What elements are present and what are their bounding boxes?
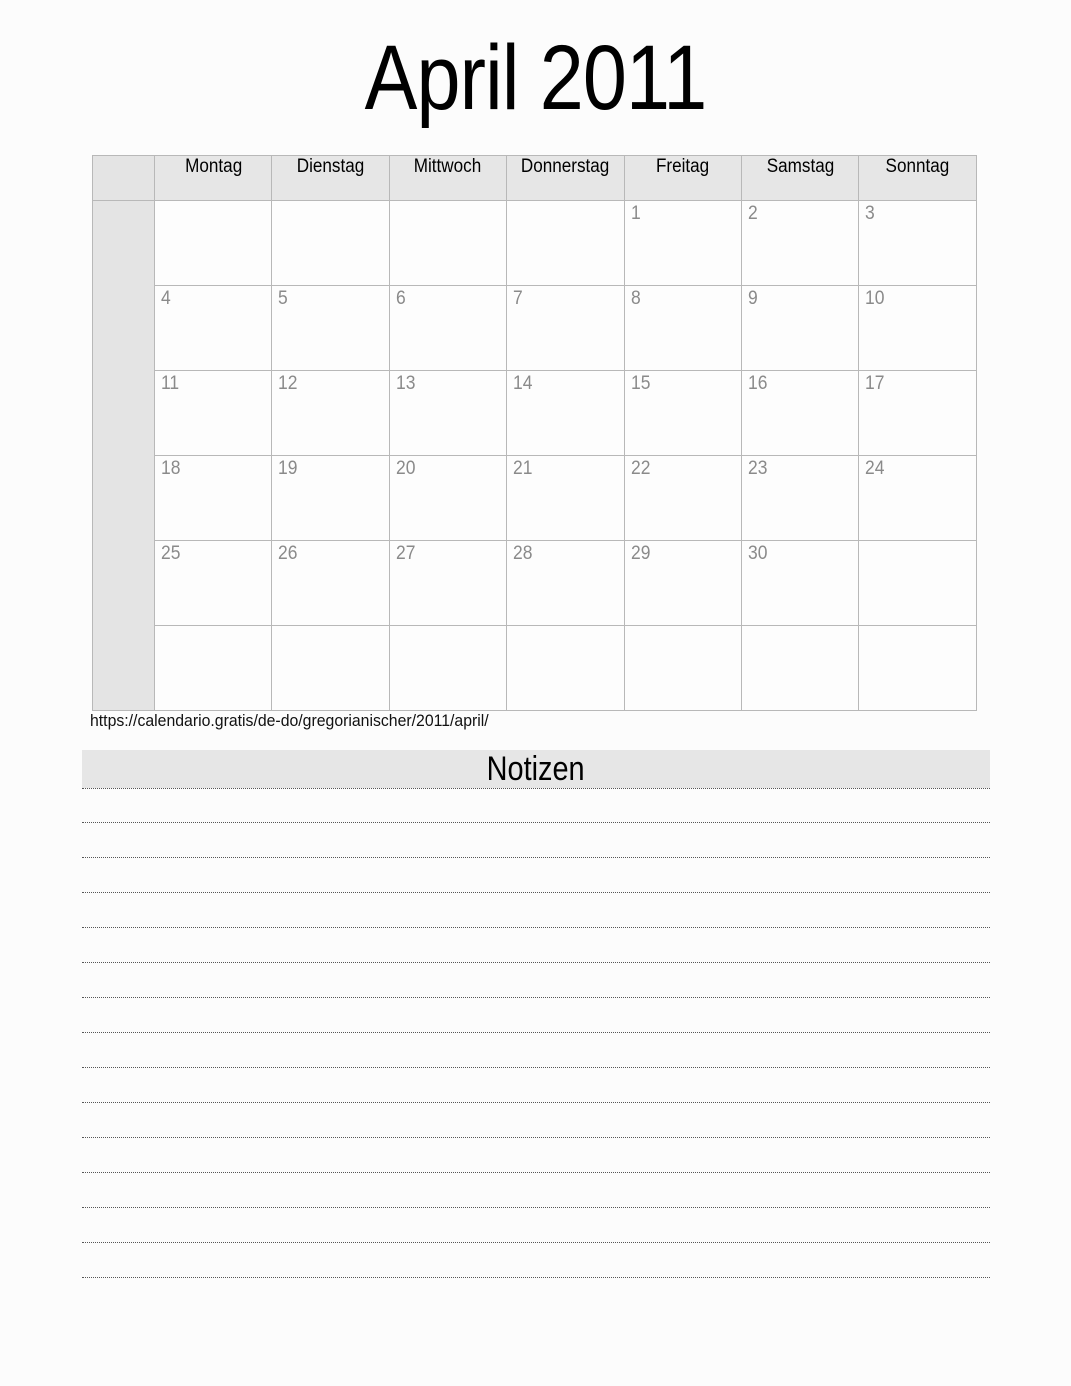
note-line[interactable] — [82, 1243, 990, 1278]
day-cell[interactable] — [155, 541, 272, 626]
day-number: 30 — [747, 543, 768, 564]
day-number: 23 — [747, 458, 768, 479]
day-cell[interactable] — [389, 541, 506, 626]
weekday-header-saturday-label: Samstag — [766, 156, 834, 177]
weekday-header-sunday — [859, 156, 976, 201]
day-cell[interactable] — [389, 456, 506, 541]
weekday-header-tuesday — [272, 156, 389, 201]
day-cell[interactable] — [507, 286, 624, 371]
day-cell[interactable] — [507, 456, 624, 541]
day-number: 28 — [513, 543, 533, 564]
day-cell-empty[interactable] — [741, 626, 858, 711]
day-cell-empty[interactable] — [859, 541, 976, 626]
day-number: 26 — [278, 543, 298, 564]
notes-header — [82, 750, 990, 788]
day-number: 24 — [865, 458, 885, 479]
calendar-week-row — [93, 201, 977, 286]
week-number-header — [93, 156, 155, 201]
day-cell[interactable] — [389, 371, 506, 456]
day-cell[interactable] — [272, 286, 389, 371]
day-cell[interactable] — [155, 371, 272, 456]
calendar-table — [92, 155, 977, 711]
day-cell[interactable] — [155, 286, 272, 371]
day-cell-empty[interactable] — [155, 626, 272, 711]
day-number: 10 — [865, 288, 885, 309]
weekday-header-friday — [624, 156, 741, 201]
day-cell-empty[interactable] — [272, 201, 389, 286]
day-cell[interactable] — [859, 201, 976, 286]
day-cell[interactable] — [624, 201, 741, 286]
calendar-week-row — [93, 286, 977, 371]
day-number: 17 — [865, 373, 885, 394]
day-number: 22 — [630, 458, 651, 479]
source-url[interactable]: https://calendario.gratis/de-do/gregorianischer/2011/april/ — [90, 711, 489, 730]
day-cell[interactable] — [507, 541, 624, 626]
weekday-header-monday-label: Montag — [184, 156, 242, 177]
page-title: April 2011 — [364, 27, 707, 129]
weekday-header-monday — [155, 156, 272, 201]
note-line[interactable] — [82, 823, 990, 858]
day-number: 18 — [161, 458, 181, 479]
day-number: 8 — [630, 288, 641, 309]
notes-lines — [82, 788, 990, 1278]
day-cell[interactable] — [741, 371, 858, 456]
weekday-header-saturday — [741, 156, 858, 201]
note-line[interactable] — [82, 858, 990, 893]
day-cell[interactable] — [624, 286, 741, 371]
day-number: 6 — [395, 288, 406, 309]
day-cell-empty[interactable] — [389, 201, 506, 286]
calendar-week-row — [93, 456, 977, 541]
day-cell[interactable] — [741, 201, 858, 286]
weekday-header-row — [93, 156, 977, 201]
day-cell[interactable] — [624, 371, 741, 456]
day-number: 29 — [630, 543, 651, 564]
note-line[interactable] — [82, 1103, 990, 1138]
weekday-header-tuesday-label: Dienstag — [296, 156, 365, 177]
day-cell[interactable] — [272, 371, 389, 456]
note-line[interactable] — [82, 1208, 990, 1243]
day-cell-empty[interactable] — [389, 626, 506, 711]
day-cell[interactable] — [859, 286, 976, 371]
day-number: 7 — [513, 288, 523, 309]
day-number: 12 — [278, 373, 298, 394]
weekday-header-wednesday — [389, 156, 506, 201]
calendar-body — [93, 201, 977, 711]
weekday-header-sunday-label: Sonntag — [885, 156, 950, 177]
day-cell-empty[interactable] — [859, 626, 976, 711]
day-number: 14 — [513, 373, 533, 394]
calendar-week-row — [93, 541, 977, 626]
note-line[interactable] — [82, 998, 990, 1033]
day-cell[interactable] — [272, 456, 389, 541]
note-line[interactable] — [82, 788, 990, 823]
day-cell-empty[interactable] — [272, 626, 389, 711]
day-cell[interactable] — [741, 456, 858, 541]
day-number: 20 — [395, 458, 416, 479]
calendar-week-row — [93, 371, 977, 456]
note-line[interactable] — [82, 1173, 990, 1208]
calendar-week-row — [93, 626, 977, 711]
day-cell[interactable] — [741, 541, 858, 626]
day-cell-empty[interactable] — [624, 626, 741, 711]
notes-section — [82, 750, 990, 1278]
day-number: 27 — [395, 543, 416, 564]
day-cell[interactable] — [859, 456, 976, 541]
day-cell[interactable] — [272, 541, 389, 626]
day-cell[interactable] — [859, 371, 976, 456]
calendar-header-row-group — [93, 156, 977, 201]
note-line[interactable] — [82, 963, 990, 998]
calendar-container — [92, 155, 976, 711]
day-number: 15 — [630, 373, 651, 394]
weekday-header-wednesday-label: Mittwoch — [414, 156, 482, 177]
day-cell[interactable] — [624, 456, 741, 541]
day-number: 5 — [278, 288, 289, 309]
day-number: 19 — [278, 458, 298, 479]
day-cell-empty[interactable] — [507, 626, 624, 711]
weekday-header-thursday-label: Donnerstag — [521, 156, 610, 177]
day-number: 4 — [161, 288, 171, 309]
weekday-header-friday-label: Freitag — [656, 156, 710, 177]
day-cell-empty[interactable] — [155, 201, 272, 286]
day-number: 16 — [747, 373, 768, 394]
day-cell[interactable] — [389, 286, 506, 371]
note-line[interactable] — [82, 1068, 990, 1103]
note-line[interactable] — [82, 1033, 990, 1068]
day-cell[interactable] — [741, 286, 858, 371]
note-line[interactable] — [82, 893, 990, 928]
day-cell[interactable] — [155, 456, 272, 541]
week-number-gutter — [93, 201, 155, 711]
day-number: 25 — [161, 543, 181, 564]
note-line[interactable] — [82, 928, 990, 963]
day-number: 11 — [161, 373, 180, 394]
day-number: 2 — [747, 203, 758, 224]
notes-title: Notizen — [487, 750, 585, 788]
day-cell[interactable] — [624, 541, 741, 626]
day-number: 13 — [395, 373, 416, 394]
day-cell[interactable] — [507, 371, 624, 456]
day-number: 21 — [513, 458, 533, 479]
day-number: 3 — [865, 203, 876, 224]
day-number: 1 — [630, 203, 641, 224]
day-number: 9 — [747, 288, 758, 309]
weekday-header-thursday — [507, 156, 624, 201]
note-line[interactable] — [82, 1138, 990, 1173]
day-cell-empty[interactable] — [507, 201, 624, 286]
